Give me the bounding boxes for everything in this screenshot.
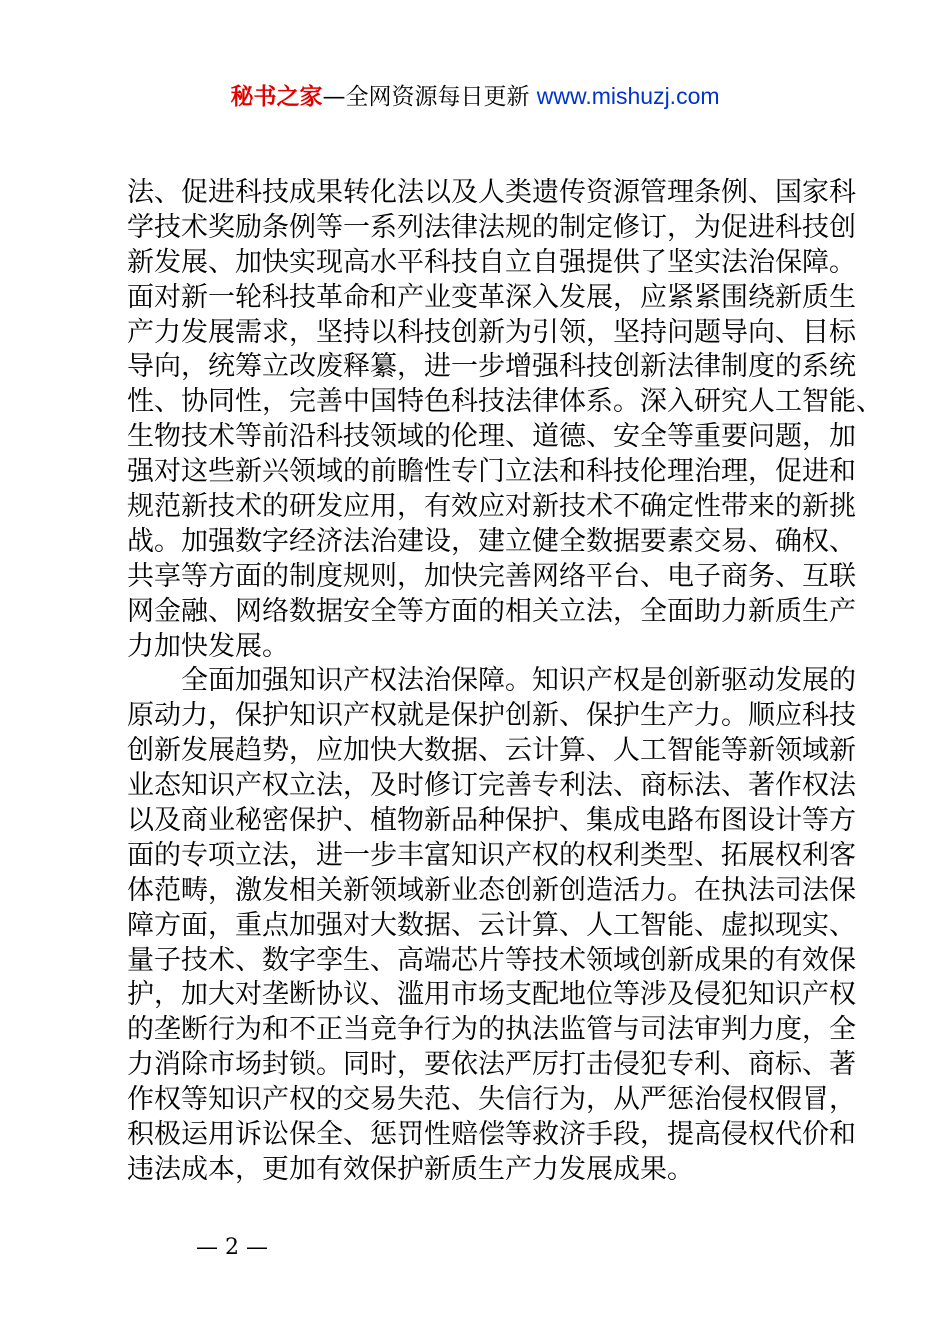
text-line: 产力发展需求，坚持以科技创新为引领，坚持问题导向、目标 [127, 316, 856, 348]
text-line: 学技术奖励条例等一系列法律法规的制定修订，为促进科技创 [127, 211, 856, 243]
text-line: 面的专项立法，进一步丰富知识产权的权利类型、拓展权利客 [127, 839, 856, 871]
text-line: 障方面，重点加强对大数据、云计算、人工智能、虚拟现实、 [127, 909, 856, 941]
text-line: 面对新一轮科技革命和产业变革深入发展，应紧紧围绕新质生 [127, 281, 856, 313]
text-line: 生物技术等前沿科技领域的伦理、道德、安全等重要问题，加 [127, 421, 856, 453]
text-line: 规范新技术的研发应用，有效应对新技术不确定性带来的新挑 [127, 491, 856, 523]
text-line: 作权等知识产权的交易失范、失信行为，从严惩治侵权假冒， [127, 1084, 856, 1116]
text-line: 违法成本，更加有效保护新质生产力发展成果。 [127, 1153, 694, 1185]
text-line: 体范畴，激发相关新领域新业态创新创造活力。在执法司法保 [127, 874, 856, 906]
text-line: 强对这些新兴领域的前瞻性专门立法和科技伦理治理，促进和 [127, 456, 856, 488]
site-brand: 秘书之家 [230, 84, 323, 110]
text-line: 力消除市场封锁。同时，要依法严厉打击侵犯专利、商标、著 [127, 1049, 856, 1081]
text-line: 业态知识产权立法，及时修订完善专利法、商标法、著作权法 [127, 770, 856, 802]
text-line: 法、促进科技成果转化法以及人类遗传资源管理条例、国家科 [127, 177, 856, 208]
paragraph-heading-sentence: 全面加强知识产权法治保障。知识产权是创新驱动发展的 [181, 665, 856, 697]
paragraph-2 [127, 664, 856, 1187]
site-tagline: —全网资源每日更新 [322, 84, 537, 110]
text-line-first [127, 664, 856, 699]
paragraph-1 [127, 176, 883, 664]
page-number: — 2 — [196, 1235, 268, 1260]
text-line: 创新发展趋势，应加快大数据、云计算、人工智能等新领域新 [127, 735, 856, 767]
text-line: 以及商业秘密保护、植物新品种保护、集成电路布图设计等方 [127, 805, 856, 837]
text-line: 积极运用诉讼保全、惩罚性赔偿等救济手段，提高侵权代价和 [127, 1119, 856, 1151]
text-line: 网金融、网络数据安全等方面的相关立法，全面助力新质生产 [127, 595, 856, 627]
text-line: 新发展、加快实现高水平科技自立自强提供了坚实法治保障。 [127, 246, 856, 278]
text-line: 性、协同性，完善中国特色科技法律体系。深入研究人工智能、 [127, 386, 883, 418]
text-line: 量子技术、数字孪生、高端芯片等技术领域创新成果的有效保 [127, 944, 856, 976]
text-line: 原动力，保护知识产权就是保护创新、保护生产力。顺应科技 [127, 700, 856, 732]
text-line: 共享等方面的制度规则，加快完善网络平台、电子商务、互联 [127, 560, 856, 592]
text-line: 导向，统筹立改废释纂，进一步增强科技创新法律制度的系统 [127, 351, 856, 383]
text-line: 护，加大对垄断协议、滥用市场支配地位等涉及侵犯知识产权 [127, 979, 856, 1011]
site-banner [0, 80, 950, 113]
document-body [127, 176, 883, 1188]
site-url-link[interactable]: www.mishuzj.com [536, 83, 720, 109]
text-line: 战。加强数字经济法治建设，建立健全数据要素交易、确权、 [127, 525, 856, 557]
text-line: 力加快发展。 [127, 630, 289, 662]
text-line: 的垄断行为和不正当竞争行为的执法监管与司法审判力度，全 [127, 1014, 856, 1046]
